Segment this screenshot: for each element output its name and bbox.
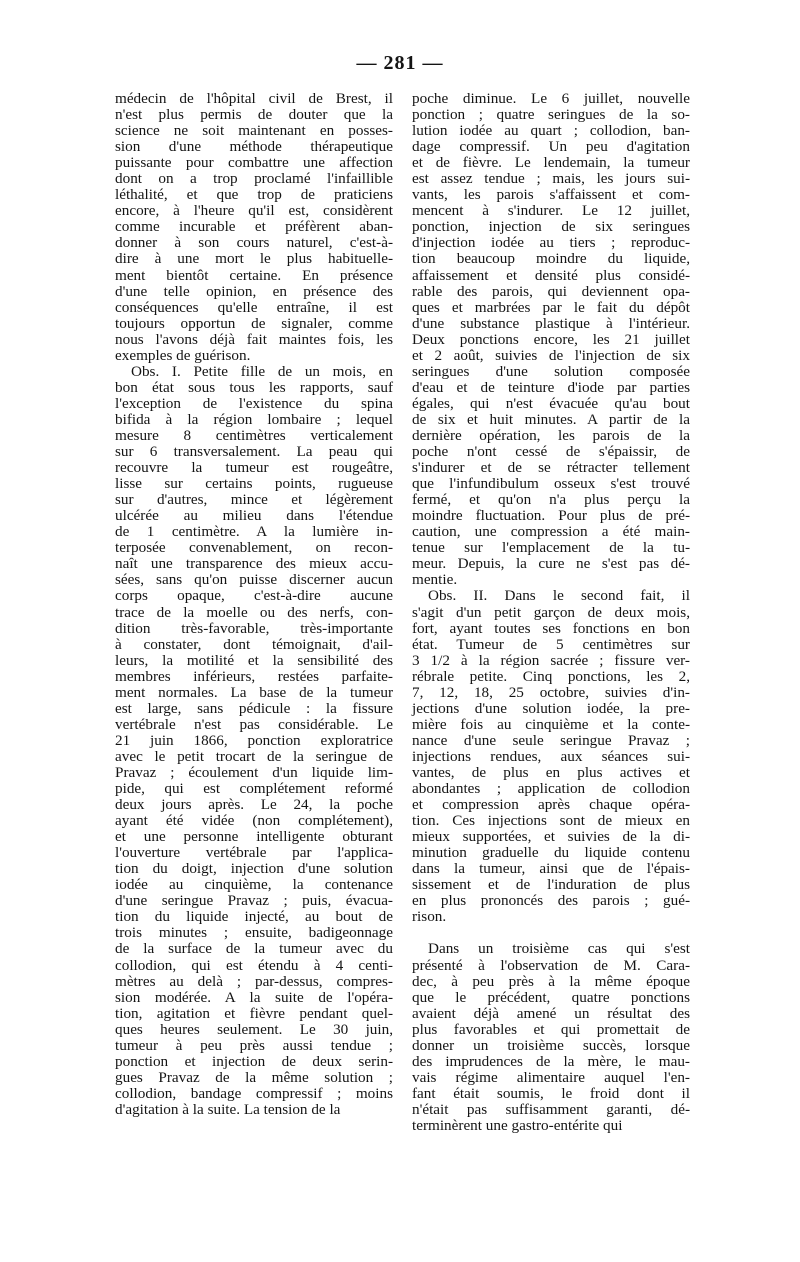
text-line: fant était soumis, le froid dont il bbox=[412, 1084, 690, 1102]
text-line: d'une substance plastique à l'intérieur. bbox=[412, 314, 690, 332]
text-line: fermé, et qu'on n'a plus perçu la bbox=[412, 491, 690, 509]
text-line: ponction ; quatre seringues de la so- bbox=[412, 106, 690, 124]
text-line: mentie. bbox=[412, 571, 458, 589]
text-line: de la surface de la tumeur avec du bbox=[115, 940, 393, 958]
text-line: pide, qui est complétement reformé bbox=[115, 780, 393, 798]
text-line: sur d'autres, mince et légèrement bbox=[115, 491, 393, 509]
text-line: état. Tumeur de 5 centimètres sur bbox=[412, 635, 690, 653]
text-line: vertébrale n'est pas considérable. Le bbox=[115, 715, 393, 733]
text-line: 7, 12, 18, 25 octobre, suivies d'in- bbox=[412, 683, 690, 701]
text-line: que le précédent, quatre ponctions bbox=[412, 988, 690, 1006]
text-line: terminèrent une gastro-entérite qui bbox=[412, 1117, 623, 1134]
text-line: poche diminue. Le 6 juillet, nouvelle bbox=[412, 90, 690, 107]
text-line: ponction et injection de deux serin- bbox=[115, 1052, 393, 1070]
text-line: d'une telle opinion, en présence des bbox=[115, 282, 393, 300]
text-line: sées, sans qu'on puisse discerner aucun bbox=[115, 571, 393, 589]
text-line: vantes, de plus en plus actives et bbox=[412, 763, 690, 781]
text-line: présenté à l'observation de M. Cara- bbox=[412, 956, 690, 974]
text-line: plus favorables et qui promettait de bbox=[412, 1020, 690, 1038]
text-line: iodée au cinquième, la contenance bbox=[115, 876, 393, 894]
text-line: s'agit d'un petit garçon de deux mois, bbox=[412, 603, 690, 621]
text-line: deux jours après. Le 24, la poche bbox=[115, 796, 393, 814]
text-line: s'indurer et de se rétracter tellement bbox=[412, 459, 690, 477]
text-line: Obs. I. Petite fille de un mois, en bbox=[131, 362, 393, 380]
text-line: n'était pas suffisamment garanti, dé- bbox=[412, 1100, 690, 1118]
text-line: mesure 8 centimètres verticalement bbox=[115, 426, 393, 444]
text-line: tion, agitation et fièvre pendant quel- bbox=[115, 1004, 393, 1022]
text-line: donner à son cours naturel, c'est-à- bbox=[115, 234, 393, 252]
text-line: fort, ayant toutes ses fonctions en bon bbox=[412, 619, 690, 637]
text-line: science ne soit maintenant en posses- bbox=[115, 122, 393, 140]
text-line: et de fièvre. Le lendemain, la tumeur bbox=[412, 154, 690, 172]
text-line: injections rendues, aux séances sui- bbox=[412, 747, 690, 765]
text-line: d'eau et de teinture d'iode par parties bbox=[412, 378, 690, 396]
text-line: collodion, bandage compressif ; moins bbox=[115, 1084, 393, 1102]
text-line: Pravaz ; écoulement d'un liquide lim- bbox=[115, 763, 393, 781]
text-line: dans la tumeur, ainsi que de l'épais- bbox=[412, 860, 690, 878]
text-line: tion. Ces injections sont de mieux en bbox=[412, 812, 690, 830]
text-line: terposée convenablement, on recon- bbox=[115, 539, 393, 557]
text-line: égales, qui n'est évacuée qu'au bout bbox=[412, 394, 690, 412]
text-line: affaissement et densité plus considé- bbox=[412, 266, 690, 284]
text-line: mieux supportées, et suivies de la di- bbox=[412, 828, 690, 846]
text-line: membres inférieurs, restées parfaite- bbox=[115, 667, 393, 685]
text-line: médecin de l'hôpital civil de Brest, il bbox=[115, 90, 393, 107]
text-line: sion d'une méthode thérapeutique bbox=[115, 138, 393, 156]
text-line: avec le petit trocart de la seringue de bbox=[115, 747, 393, 765]
text-line: tenue sur l'emplacement de la tu- bbox=[412, 539, 690, 557]
text-line: ponction, injection de six seringues bbox=[412, 218, 690, 236]
text-line: Obs. II. Dans le second fait, il bbox=[428, 587, 690, 605]
text-line: recouvre la tumeur est rougeâtre, bbox=[115, 459, 393, 477]
text-line: bifida à la région lombaire ; lequel bbox=[115, 410, 393, 428]
text-line: abondantes ; application de collodion bbox=[412, 780, 690, 798]
text-line: rable des parois, qui deviennent opa- bbox=[412, 282, 690, 300]
text-line: à constater, dont témoignait, d'ail- bbox=[115, 635, 393, 653]
text-line: donner un troisième succès, lorsque bbox=[412, 1036, 690, 1054]
text-line: tion beaucoup moindre du liquide, bbox=[412, 250, 690, 268]
text-line: est assez tendue ; mais, les jours sui- bbox=[412, 170, 690, 188]
text-line: comme incurable et préfèrent aban- bbox=[115, 218, 393, 236]
text-line: rison. bbox=[412, 908, 447, 926]
text-line: et compression après chaque opéra- bbox=[412, 796, 690, 814]
text-line: et 2 août, suivies de l'injection de six bbox=[412, 346, 690, 364]
text-line: d'une seringue Pravaz ; puis, évacua- bbox=[115, 892, 393, 910]
text-line: 21 juin 1866, ponction exploratrice bbox=[115, 731, 393, 749]
text-line: mètres au delà ; par-dessus, compres- bbox=[115, 972, 393, 990]
text-line: moindre fluctuation. Pour plus de pré- bbox=[412, 507, 690, 525]
text-line: sissement et de l'induration de plus bbox=[412, 876, 690, 894]
text-line: minution graduelle du liquide contenu bbox=[412, 844, 690, 862]
text-line: vais régime alimentaire auquel l'en- bbox=[412, 1068, 690, 1086]
text-line: mencent à s'indurer. Le 12 juillet, bbox=[412, 202, 690, 220]
text-line: trois minutes ; ensuite, badigeonnage bbox=[115, 924, 393, 942]
text-line: dec, à peu près à la même époque bbox=[412, 972, 690, 990]
text-line: d'agitation à la suite. La tension de la bbox=[115, 1100, 341, 1118]
text-line: dition très-favorable, très-importante bbox=[115, 619, 393, 637]
text-line: sion modérée. A la suite de l'opéra- bbox=[115, 988, 393, 1006]
text-line: tumeur à peu près aussi tendue ; bbox=[115, 1036, 393, 1054]
text-line: sur 6 transversalement. La peau qui bbox=[115, 443, 393, 461]
text-line: ment bientôt certaine. En présence bbox=[115, 266, 393, 284]
text-line: lution iodée au quart ; collodion, ban- bbox=[412, 122, 690, 140]
text-line: conséquences qu'elle entraîne, il est bbox=[115, 298, 393, 316]
text-line: tion du doigt, injection d'une solution bbox=[115, 860, 393, 878]
text-line: ment normales. La base de la tumeur bbox=[115, 683, 393, 701]
text-line: d'injection iodée au tiers ; reproduc- bbox=[412, 234, 690, 252]
text-line: que l'infundibulum osseux s'est trouvé bbox=[412, 475, 690, 493]
text-line: naît une transparence des mieux accu- bbox=[115, 555, 393, 573]
text-line: gues Pravaz de la même solution ; bbox=[115, 1068, 393, 1086]
right-text-column bbox=[412, 91, 690, 1134]
text-line: ulcérée au milieu dans l'étendue bbox=[115, 507, 393, 525]
text-line: dage compressif. Un peu d'agitation bbox=[412, 138, 690, 156]
text-line: nous l'avons déjà fait maintes fois, les bbox=[115, 330, 393, 348]
text-line: l'exception de l'existence du spina bbox=[115, 394, 393, 412]
text-line: 3 1/2 à la région sacrée ; fissure ver- bbox=[412, 651, 690, 669]
text-line: n'est plus permis de douter que la bbox=[115, 106, 393, 124]
text-line: caution, une compression a été main- bbox=[412, 523, 690, 541]
text-line: ques et marbrées par le fait du dépôt bbox=[412, 298, 690, 316]
text-line: de 1 centimètre. A la lumière in- bbox=[115, 523, 393, 541]
text-line: de six et huit minutes. A partir de la bbox=[412, 410, 690, 428]
text-line: et une personne intelligente obturant bbox=[115, 828, 393, 846]
text-line: rébrale petite. Cinq ponctions, les 2, bbox=[412, 667, 690, 685]
text-line: dernière opération, les parois de la bbox=[412, 426, 690, 444]
text-line: corps opaque, c'est-à-dire aucune bbox=[115, 587, 393, 605]
left-text-column bbox=[115, 91, 393, 1118]
text-line: Deux ponctions encore, les 21 juillet bbox=[412, 330, 690, 348]
text-line: poche n'ont cessé de s'épaissir, de bbox=[412, 443, 690, 461]
text-line: vants, les parois s'affaissent et com- bbox=[412, 186, 690, 204]
text-line: est large, sans pédicule : la fissure bbox=[115, 699, 393, 717]
text-line: nance d'une seule seringue Pravaz ; bbox=[412, 731, 690, 749]
text-line: puissante pour combattre une affection bbox=[115, 154, 393, 172]
text-line: des imprudences de la mère, le mau- bbox=[412, 1052, 690, 1070]
text-line: collodion, qui est étendu à 4 centi- bbox=[115, 956, 393, 974]
text-line: toujours opportun de signaler, comme bbox=[115, 314, 393, 332]
text-line: meur. Depuis, la cure ne s'est pas dé- bbox=[412, 555, 690, 573]
text-line: Dans un troisième cas qui s'est bbox=[428, 940, 690, 958]
text-line: avaient déjà amené un résultat des bbox=[412, 1004, 690, 1022]
text-line: leurs, la motilité et la sensibilité des bbox=[115, 651, 393, 669]
text-line: encore, à l'heure qu'il est, considèrent bbox=[115, 202, 393, 220]
text-line: mière fois au cinquième et la conte- bbox=[412, 715, 690, 733]
text-line: en plus prononcés des parois ; gué- bbox=[412, 892, 690, 910]
text-line: dire à une mort le plus habituelle- bbox=[115, 250, 393, 268]
text-line: trace de la moelle ou des nerfs, con- bbox=[115, 603, 393, 621]
text-line: bon état sous tous les rapports, sauf bbox=[115, 378, 393, 396]
text-line: l'ouverture vertébrale par l'applica- bbox=[115, 844, 393, 862]
text-line: exemples de guérison. bbox=[115, 346, 251, 364]
page-number: — 281 — bbox=[356, 52, 444, 74]
text-line: ayant été vidée (non complétement), bbox=[115, 812, 393, 830]
text-line: dont on a trop proclamé l'infaillible bbox=[115, 170, 393, 188]
text-line: lisse sur certains points, rugueuse bbox=[115, 475, 393, 493]
text-line: seringues d'une solution composée bbox=[412, 362, 690, 380]
text-line: tion du liquide injecté, au bout de bbox=[115, 908, 393, 926]
text-line: léthalité, et que trop de praticiens bbox=[115, 186, 393, 204]
paragraph-gap bbox=[412, 925, 690, 941]
text-line: ques heures seulement. Le 30 juin, bbox=[115, 1020, 393, 1038]
text-line: jections d'une solution iodée, la pre- bbox=[412, 699, 690, 717]
